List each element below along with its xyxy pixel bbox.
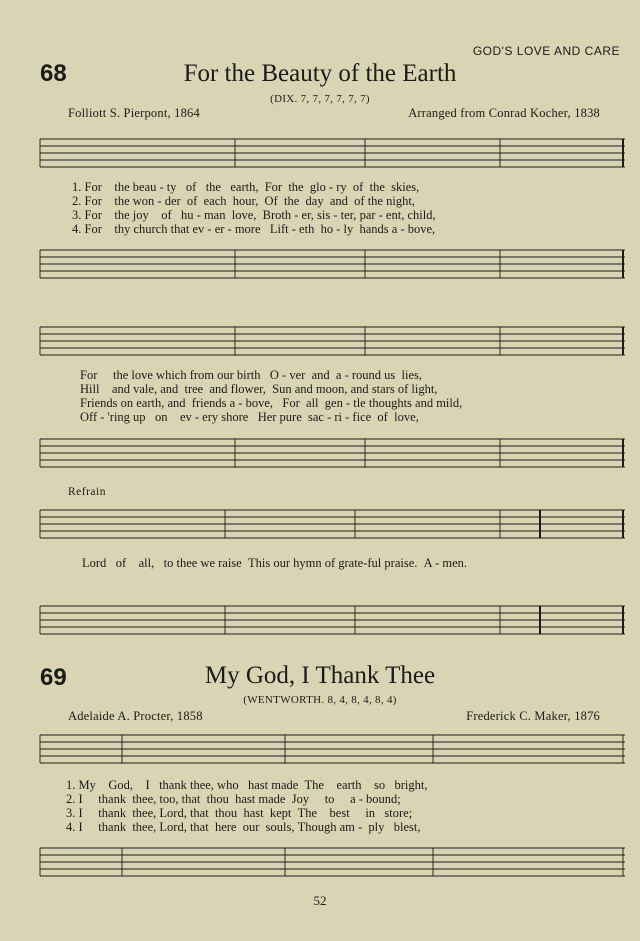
hymn-title: My God, I Thank Thee (204, 662, 436, 689)
staff-lines (40, 325, 625, 355)
tune-name: (DIX. 7, 7, 7, 7, 7, 7) (270, 93, 370, 105)
treble-staff (40, 733, 625, 763)
page-number: 52 (313, 893, 327, 908)
verse-line: 2. I thank thee, too, that thou hast made Joy to a - bound; (66, 792, 401, 806)
staff-lines (40, 248, 625, 278)
composer-credit: Arranged from Conrad Kocher, 1838 (408, 106, 600, 120)
composer-credit: Frederick C. Maker, 1876 (466, 709, 600, 723)
hymn-number: 69 (40, 664, 67, 691)
verse-line: For the love which from our birth O - ver and a - round us lies, (80, 368, 422, 382)
verse-line: 2. For the won - der of each hour, Of the day and of the night, (72, 194, 415, 208)
verse-line: 3. For the joy of hu - man love, Broth - er, sis - ter, par - ent, child, (72, 208, 436, 222)
verse-line: 1. My God, I thank thee, who hast made The earth so bright, (66, 778, 428, 792)
bass-staff (40, 248, 625, 278)
section-header: GOD'S LOVE AND CARE (472, 44, 620, 58)
staff-lines (40, 846, 625, 876)
staff-lines (40, 733, 625, 763)
hymn-title: For the Beauty of the Earth (183, 60, 457, 87)
author-credit: Adelaide A. Procter, 1858 (68, 709, 203, 723)
verse-line: Friends on earth, and friends a - bove, For all gen - tle thoughts and mild, (80, 396, 463, 410)
staff-lines (40, 137, 625, 167)
verse-line: Hill and vale, and tree and flower, Sun and moon, and stars of light, (80, 382, 438, 396)
bass-staff (40, 846, 625, 876)
author-credit: Folliott S. Pierpont, 1864 (68, 106, 200, 120)
hymn-number: 68 (40, 60, 67, 87)
verse-line: 1. For the beau - ty of the earth, For the glo - ry of the skies, (72, 180, 420, 194)
bass-staff (40, 604, 625, 634)
refrain-label: Refrain (68, 486, 106, 498)
staff-lines (40, 604, 625, 634)
bass-staff (40, 437, 625, 467)
treble-staff (40, 325, 625, 355)
treble-staff (40, 508, 625, 538)
verse-line: 3. I thank thee, Lord, that thou hast kept The best in store; (66, 806, 413, 820)
treble-staff (40, 137, 625, 167)
tune-name: (WENTWORTH. 8, 4, 8, 4, 8, 4) (243, 694, 397, 706)
refrain-line: Lord of all, to thee we raise This our hymn of grate-ful praise. A - men. (82, 556, 468, 570)
verse-line: 4. For thy church that ev - er - more Lift - eth ho - ly hands a - bove, (72, 222, 436, 236)
verse-line: 4. I thank thee, Lord, that here our souls, Though am - ply blest, (66, 820, 421, 834)
staff-lines (40, 437, 625, 467)
staff-lines (40, 508, 625, 538)
verse-line: Off - 'ring up on ev - ery shore Her pure sac - ri - fice of love, (80, 410, 419, 424)
